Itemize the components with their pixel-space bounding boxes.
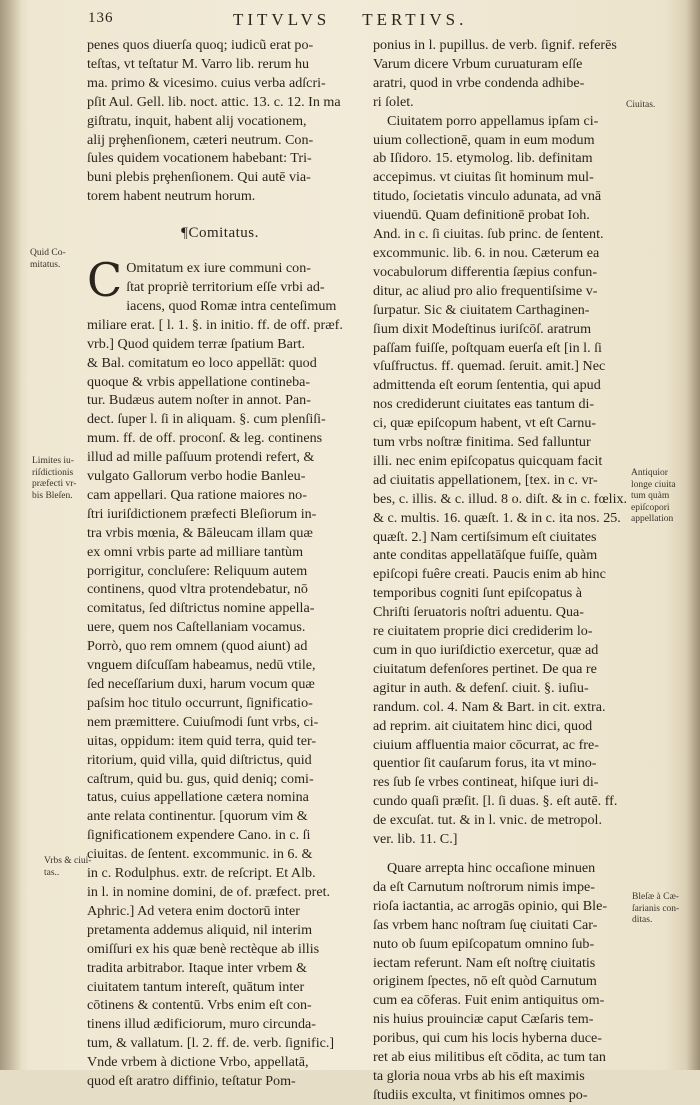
- text-line: dect. ſuper l. ſi in aliquam. §. cum plenſiſi-: [87, 411, 326, 428]
- text-line: Varum dicere Vrbum curuaturam eſſe: [373, 55, 583, 72]
- text-line: torem habent neutrum horum.: [87, 188, 256, 205]
- text-line: quod eſt aratro diffinio, teſtatur Pom-: [87, 1073, 296, 1090]
- marginal-note-quid-comitatus: [30, 248, 84, 271]
- page-number: 136: [88, 10, 114, 26]
- text-line: vulgato Gallorum verbo hodie Banleu-: [87, 468, 306, 485]
- text-line: tinens illud ædificiorum, muro circunda-: [87, 1016, 316, 1033]
- text-line: buni plebis prȩhenſionem. Qui autē via-: [87, 169, 311, 186]
- text-line: uium collectionē, quam in eum modum: [373, 131, 595, 148]
- text-line: ret ab eius militibus eſt cōdita, ac tum tan: [373, 1049, 606, 1066]
- text-line: illi. nec enim epiſcopatus quicquam facit: [373, 452, 603, 469]
- text-line: mum. ff. de off. proconſ. & leg. continens: [87, 430, 323, 447]
- text-line: nos crediderunt ciuitates eas tantum di-: [373, 396, 595, 413]
- text-line: Ciuitatem porro appellamus ipſam ci-: [387, 112, 599, 129]
- text-line: cōtinens & contentū. Vrbs enim eſt con-: [87, 997, 312, 1014]
- text-line: Chriſti ſeruatoris noſtri aduentu. Qua-: [373, 604, 584, 621]
- text-line: ſignificationem expendere Cano. in c. ſi: [87, 827, 311, 844]
- marginal-line: riſdictionis: [32, 467, 74, 478]
- text-line: ciuitatum defenſores pertinet. De qua re: [373, 660, 597, 677]
- marginal-line: tum quàm: [631, 491, 670, 501]
- text-line: ponius in l. pupillus. de verb. ſignif. referēs: [373, 37, 617, 53]
- text-line: penes quos diuerſa quoq; iudicũ erat po-: [87, 37, 314, 53]
- text-line: alij prȩhenſionem, cæteri neutrum. Con-: [87, 131, 314, 148]
- text-line: ante relata continentur. [quorum vim &: [87, 808, 308, 825]
- right-column: [373, 36, 628, 1105]
- text-line: ab Iſidoro. 15. etymolog. lib. definitam: [373, 150, 593, 167]
- marginal-line: mitatus.: [30, 259, 61, 270]
- text-line: ad reprim. ait ciuitatem hinc dici, quod: [373, 717, 593, 734]
- text-line: agitur in auth. & defenſ. ciuit. §. iuſiu-: [373, 679, 589, 696]
- drop-cap: C: [87, 253, 123, 308]
- marginal-line: tas..: [44, 867, 60, 878]
- text-line: quoque & vrbis appellatione contineba-: [87, 373, 311, 390]
- text-line: giſtratu, inquit, habent alij vocationem,: [87, 112, 307, 129]
- text-line: Vnde vrbem à dictione Vrbo, appellatā,: [87, 1054, 309, 1071]
- text-line: tum, & vallatum. [l. 2. ff. de. verb. ſignific.]: [87, 1035, 335, 1052]
- text-line: Porrò, quo rem omnem (quod aiunt) ad: [87, 638, 308, 655]
- text-line: ri ſolet.: [373, 93, 414, 110]
- marginal-note-urbs-ciuitas: [44, 856, 94, 879]
- marginal-line: ditas.: [632, 915, 653, 925]
- text-line: Aphric.] Ad vetera enim doctorū inter: [87, 902, 300, 919]
- text-line: pſit Aul. Gell. lib. noct. attic. 13. c. 12. In ma: [87, 93, 341, 110]
- text-line: res ſub ſe vrbes contineat, hiſque iuri di-: [373, 774, 599, 791]
- text-line: ad ciuitatis appellationem, [tex. in c. vr-: [373, 471, 598, 488]
- marginal-line: longe ciuita: [631, 479, 676, 490]
- text-line: Quare arrepta hinc occaſione minuen: [387, 859, 596, 876]
- text-line: ſium dixit Modeſtinus iuriſcōſ. aratrum: [373, 320, 592, 337]
- marginal-line: Antiquior: [631, 468, 668, 478]
- text-line: ſtudiis exculta, vt finitimos omnes po-: [373, 1086, 588, 1103]
- text-line: quentior ſit cauſarum forus, ita vt mino-: [373, 755, 597, 772]
- text-line: omiſſuri ex his quæ benè rectèque ab illis: [87, 940, 320, 957]
- text-line: excommunic. lib. 6. in nou. Cæterum ea: [373, 244, 600, 261]
- text-line: in c. Rodulphus. extr. de reſcript. Et Alb.: [87, 865, 316, 882]
- intro-paragraph: [87, 36, 353, 206]
- text-line: tum vrbs noſtræ finitima. Sed falluntur: [373, 434, 591, 451]
- text-line: cam appellari. Qua ratione maiores no-: [87, 486, 307, 503]
- text-line: vnguem diſcuſſam habeamus, nedū vtile,: [87, 657, 316, 674]
- marginal-note-limites: [32, 456, 90, 502]
- text-line: teſtas, vt teſtatur M. Varro lib. rerum hu: [87, 55, 310, 72]
- text-line: ſtri iuriſdictionem præfecti Bleſiorum in-: [87, 505, 317, 522]
- text-line: aratri, quod in vrbe condenda adhibe-: [373, 74, 585, 91]
- text-line: iacens, quod Romæ intra centeſimum: [126, 297, 337, 314]
- text-line: continens, quod vltra protendebatur, nō: [87, 581, 308, 598]
- marginal-note-ciuitas: [626, 100, 688, 112]
- text-line: illud ad mille paſſuum protendi refert, &: [87, 449, 315, 466]
- text-line: poribus, qui cum his locis hyberna duce-: [373, 1030, 602, 1047]
- text-line: Omitatum ex iure communi con-: [126, 260, 311, 277]
- comitatus-paragraph: [87, 253, 353, 1091]
- text-line: randum. col. 4. Nam & Bart. in cit. extra.: [373, 698, 606, 715]
- text-line: ma. primo & vicesimo. cuius verba adſcri-: [87, 74, 326, 91]
- text-line: ditur, ac aliud pro alio frequentiſsime v-: [373, 282, 598, 299]
- text-line: tatus, cuius appellatione cætera nomina: [87, 789, 309, 806]
- page-header: [0, 10, 700, 32]
- text-line: nuto ob ſuum epiſcopatum omnino ſub-: [373, 935, 595, 952]
- text-line: ciuium affluentia maior cōcurrat, ac fre-: [373, 736, 599, 753]
- text-line: originem ſpectes, nō eſt quòd Carnutum: [373, 973, 597, 990]
- text-line: comitatus, ſed diſtrictus nomine appella-: [87, 600, 315, 617]
- text-line: epiſcopi fuêre creati. Paucis enim ab hinc: [373, 566, 606, 583]
- text-line: paſsim hoc titulo occurrunt, ſignificatio-: [87, 694, 313, 711]
- text-line: ſas vrbem hanc noſtram ſuę ciuitati Car-: [373, 916, 598, 933]
- marginal-line: Vrbs & ciui-: [44, 856, 92, 866]
- text-line: cundo quaſi præſit. [l. ſi duas. §. eſt autē. ff.: [373, 793, 618, 810]
- text-line: admittenda eſt eorum ſententia, qui apud: [373, 377, 601, 394]
- text-line: vſuſfructus. ff. quemad. ſeruit. amit.] Nec: [373, 358, 606, 375]
- text-line: miliare erat. [ l. 1. §. in initio. ff. de off. præf.: [87, 316, 343, 333]
- text-line: ſed neceſſarium duxi, harum vocum quæ: [87, 676, 315, 692]
- text-line: caſtrum, quid bu. gus, quid deniq; comi-: [87, 770, 314, 787]
- text-line: nem præmittere. Cuiuſmodi ſunt vrbs, ci-: [87, 713, 319, 730]
- text-line: in l. in nomine domini, de of. præfect. pret.: [87, 883, 331, 900]
- text-line: viuendū. Quam definitionē probat Ioh.: [373, 207, 590, 224]
- text-line: tra vrbis mœnia, & Bāleucam illam quæ: [87, 524, 313, 541]
- text-line: da eſt Carnutum noſtrorum nimis impe-: [373, 878, 595, 895]
- text-line: And. in c. ſi ciuitas. ſub princ. de ſentent.: [373, 226, 604, 243]
- text-line: ante conditas appellatāſque fuiſſe, quàm: [373, 547, 598, 564]
- text-line: cum in quo iuriſdictio exercetur, quæ ad: [373, 642, 599, 658]
- marginal-note-antiquior: [631, 468, 693, 526]
- text-line: uitas, oppidum: item quid terra, quid ter-: [87, 732, 317, 749]
- text-line: cum ea cōferas. Fuit enim antiquitus om-: [373, 992, 605, 1009]
- text-line: pretamenta addemus aliquid, nil interim: [87, 921, 313, 938]
- marginal-line: Ciuitas.: [626, 100, 656, 110]
- text-line: temporibus cogniti ſunt epiſcopatus à: [373, 585, 583, 602]
- text-line: ciuitatem tantum intereſt, quātum inter: [87, 978, 305, 995]
- marginal-line: appellation: [631, 514, 674, 524]
- text-line: vrb.] Quod quidem terræ ſpatium Bart.: [87, 335, 306, 352]
- marginal-line: præfecti vr-: [32, 479, 77, 489]
- text-line: ex omni vrbis parte ad milliare tantùm: [87, 543, 304, 560]
- text-line: tur. Budæus autem noſter in annot. Pan-: [87, 392, 311, 409]
- text-line: ci, quæ epiſcopum habent, vt eſt Carnu-: [373, 415, 597, 432]
- text-line: re ciuitatem proprie dici crediderim lo-: [373, 623, 593, 640]
- marginal-line: Quid Co-: [30, 248, 66, 258]
- text-line: uere, quem nos Caſtellaniam vocamus.: [87, 619, 306, 636]
- spine-shadow: [0, 0, 22, 1070]
- text-line: de excuſat. tut. & in l. vnic. de metropol.: [373, 812, 602, 829]
- marginal-line: bis Bleſen.: [32, 490, 73, 501]
- text-line: ſtat propriè territorium eſſe vrbi ad-: [126, 278, 325, 295]
- text-line: nis huius prouinciæ caput Cæſaris tem-: [373, 1011, 594, 1028]
- text-line: & c. multis. 16. quæſt. 1. & in c. ita nos. 25.: [373, 509, 621, 526]
- marginal-line: epiſcopori: [631, 502, 670, 513]
- left-column: [87, 36, 353, 1091]
- marginal-line: ſarianis con-: [632, 903, 680, 914]
- text-line: rioſa iactantia, ac arrogās opinio, qui Ble-: [373, 897, 608, 914]
- marginal-line: Limites iu-: [32, 456, 74, 466]
- text-line: ta gloria noua vrbs ab his eſt maximis: [373, 1067, 585, 1084]
- text-line: accepimus. vt ciuitas ſit hominum mul-: [373, 169, 594, 186]
- text-line: & Bal. comitatum eo loco appellāt: quod: [87, 354, 317, 371]
- text-line: tradita arbitrabor. Itaque inter vrbem &: [87, 959, 307, 976]
- text-line: ſurpatur. Sic & ciuitatem Carthaginen-: [373, 301, 590, 318]
- marginal-line: Bleſæ à Cæ-: [632, 892, 679, 902]
- text-line: ſules quidem vocationem habebant: Tri-: [87, 150, 312, 167]
- section-heading: ¶Comitatus.: [181, 225, 259, 242]
- text-line: ciuitas. de ſentent. excommunic. in 6. &: [87, 846, 313, 863]
- text-line: iectam referunt. Nam eſt noſtrę ciuitatis: [373, 954, 596, 971]
- text-line: bes, c. illis. & c. illud. 8 o. diſt. & in c. fœlix.: [373, 490, 628, 507]
- text-line: titudo, ſocietatis vinculo adunata, ad vnā: [373, 188, 602, 205]
- text-line: paſſam fuiſſe, poſtquam euerſa eſt [in l. ſi: [373, 339, 602, 356]
- text-line: vocabulorum differentia ſæpius confun-: [373, 263, 598, 280]
- text-line: ver. lib. 11. C.]: [373, 831, 458, 848]
- text-line: porrigitur, concluſere: Reliquum autem: [87, 562, 308, 579]
- text-line: quæſt. 2.] Nam certiſsimum eſt ciuitates: [373, 528, 597, 545]
- marginal-note-blesae: [632, 892, 694, 927]
- running-title: TITVLVS TERTIVS.: [233, 10, 468, 29]
- text-line: ritorium, quid villa, quid diſtrictus, quid: [87, 751, 312, 768]
